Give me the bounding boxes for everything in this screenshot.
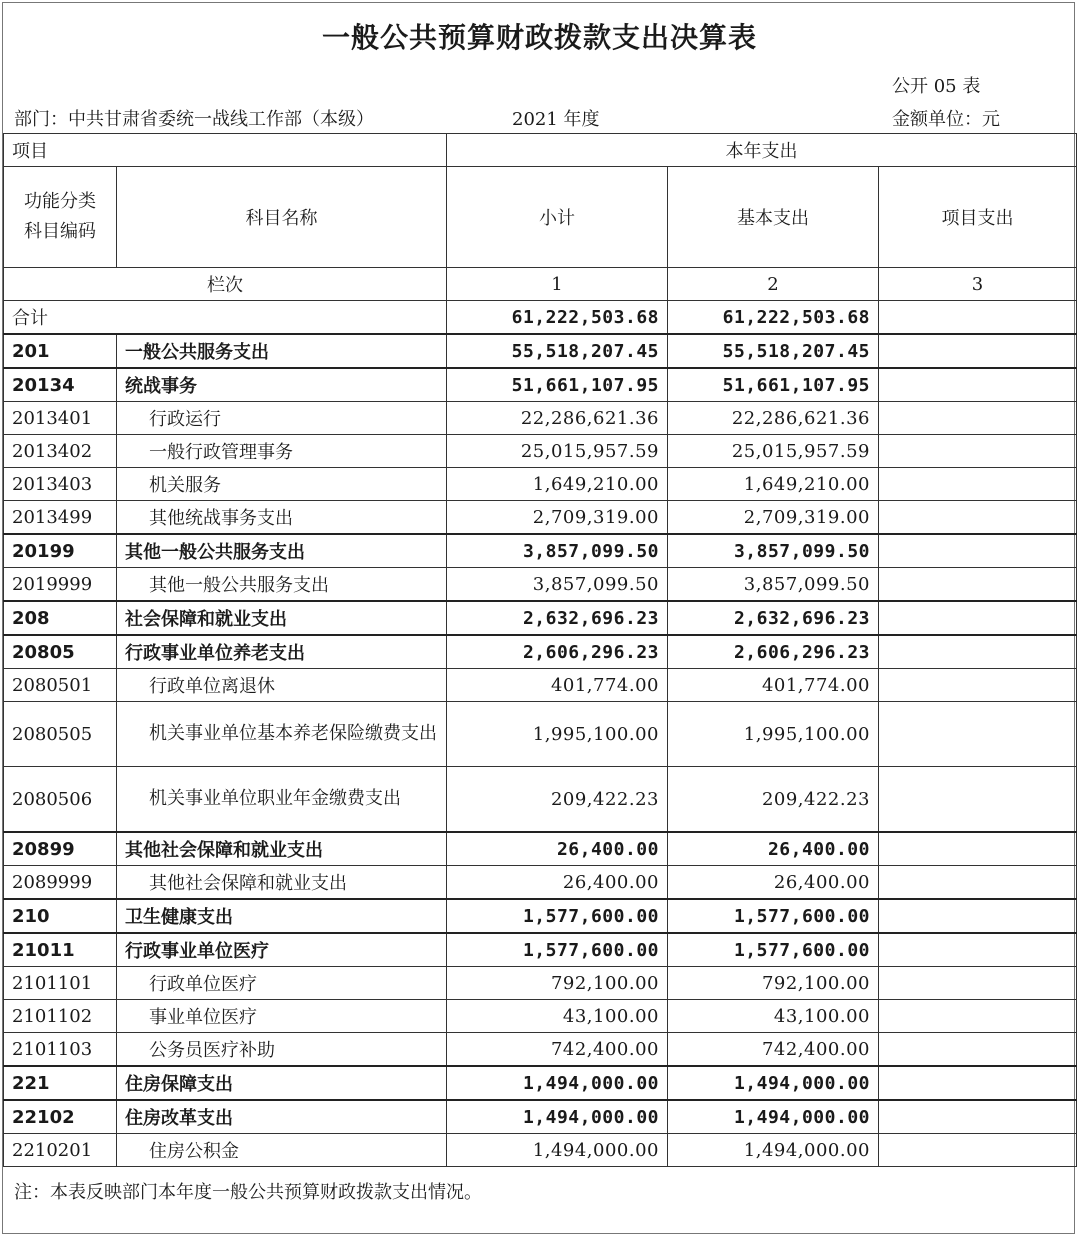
table-row [4,669,1077,702]
row-basic: 3,857,099.50 [668,534,879,568]
row-subtotal: 22,286,621.36 [447,402,668,435]
row-project [879,933,1077,967]
row-basic: 1,494,000.00 [668,1066,879,1100]
table-row [4,1000,1077,1033]
row-basic: 742,400.00 [668,1033,879,1067]
header-row-main [4,167,1077,268]
row-project [879,1134,1077,1167]
row-project [879,468,1077,501]
row-code: 2013403 [4,468,117,501]
total-label: 合计 [4,301,447,335]
row-code: 210 [4,899,117,933]
row-name: 事业单位医疗 [117,1000,447,1033]
row-name: 机关事业单位基本养老保险缴费支出 [117,702,447,767]
row-subtotal: 43,100.00 [447,1000,668,1033]
row-code: 2089999 [4,866,117,900]
table-row [4,601,1077,635]
row-project [879,899,1077,933]
row-subtotal: 26,400.00 [447,832,668,866]
row-name: 统战事务 [117,368,447,402]
table-row [4,866,1077,900]
row-code: 2101102 [4,1000,117,1033]
table-row [4,832,1077,866]
column-index-2: 2 [668,268,879,301]
row-code: 2080505 [4,702,117,767]
table-row [4,435,1077,468]
report-title: 一般公共预算财政拨款支出决算表 [321,21,757,54]
table-row [4,468,1077,501]
total-row [4,301,1077,335]
table-row [4,402,1077,435]
row-subtotal: 2,632,696.23 [447,601,668,635]
row-name: 住房保障支出 [117,1066,447,1100]
table-row [4,368,1077,402]
row-code: 2013401 [4,402,117,435]
header-this-year: 本年支出 [447,134,1077,167]
row-code: 20199 [4,534,117,568]
row-project [879,967,1077,1000]
table-row [4,334,1077,368]
row-project [879,368,1077,402]
row-name: 行政事业单位医疗 [117,933,447,967]
row-project [879,501,1077,535]
row-basic: 22,286,621.36 [668,402,879,435]
row-project [879,1000,1077,1033]
row-project [879,1066,1077,1100]
row-code: 2080501 [4,669,117,702]
row-subtotal: 3,857,099.50 [447,534,668,568]
row-subtotal: 401,774.00 [447,669,668,702]
row-code: 22102 [4,1100,117,1134]
row-subtotal: 51,661,107.95 [447,368,668,402]
total-project [879,301,1077,335]
row-subtotal: 1,494,000.00 [447,1134,668,1167]
row-code: 208 [4,601,117,635]
row-code: 2101101 [4,967,117,1000]
table-row [4,568,1077,602]
row-project [879,534,1077,568]
row-project [879,669,1077,702]
row-subtotal: 209,422.23 [447,767,668,833]
row-basic: 792,100.00 [668,967,879,1000]
row-basic: 1,494,000.00 [668,1134,879,1167]
row-subtotal: 1,649,210.00 [447,468,668,501]
table-row [4,1100,1077,1134]
row-subtotal: 1,995,100.00 [447,702,668,767]
column-index-3: 3 [879,268,1077,301]
row-subtotal: 2,709,319.00 [447,501,668,535]
row-subtotal: 792,100.00 [447,967,668,1000]
row-name: 其他一般公共服务支出 [117,568,447,602]
row-code: 21011 [4,933,117,967]
row-code: 2101103 [4,1033,117,1067]
row-basic: 26,400.00 [668,866,879,900]
row-name: 机关事业单位职业年金缴费支出 [117,767,447,833]
row-project [879,1100,1077,1134]
row-basic: 26,400.00 [668,832,879,866]
total-basic: 61,222,503.68 [668,301,879,335]
row-code: 2013499 [4,501,117,535]
row-basic: 1,494,000.00 [668,1100,879,1134]
row-name: 其他一般公共服务支出 [117,534,447,568]
row-name: 机关服务 [117,468,447,501]
row-project [879,568,1077,602]
row-subtotal: 742,400.00 [447,1033,668,1067]
row-code: 2210201 [4,1134,117,1167]
table-row [4,1134,1077,1167]
row-basic: 2,606,296.23 [668,635,879,669]
row-code: 20805 [4,635,117,669]
row-name: 行政单位医疗 [117,967,447,1000]
row-code: 2013402 [4,435,117,468]
row-basic: 2,632,696.23 [668,601,879,635]
row-basic: 209,422.23 [668,767,879,833]
table-row [4,702,1077,767]
row-project [879,334,1077,368]
table-row [4,767,1077,833]
row-code: 20134 [4,368,117,402]
table-row [4,899,1077,933]
table-row [4,635,1077,669]
row-name: 公务员医疗补助 [117,1033,447,1067]
row-basic: 1,577,600.00 [668,933,879,967]
row-project [879,866,1077,900]
row-subtotal: 1,577,600.00 [447,933,668,967]
row-basic: 51,661,107.95 [668,368,879,402]
row-name: 行政单位离退休 [117,669,447,702]
row-name: 卫生健康支出 [117,899,447,933]
row-project [879,402,1077,435]
row-project [879,1033,1077,1067]
row-name: 其他社会保障和就业支出 [117,832,447,866]
row-name: 行政事业单位养老支出 [117,635,447,669]
table-row [4,967,1077,1000]
row-subtotal: 1,577,600.00 [447,899,668,933]
header-row-top [4,134,1077,167]
row-basic: 1,649,210.00 [668,468,879,501]
table-row [4,933,1077,967]
column-index-row [4,268,1077,301]
row-basic: 3,857,099.50 [668,568,879,602]
row-name: 其他社会保障和就业支出 [117,866,447,900]
header-subject-name: 科目名称 [117,167,447,268]
header-func-code: 功能分类 科目编码 [4,167,117,268]
table-row [4,1066,1077,1100]
header-basic: 基本支出 [668,167,879,268]
row-subtotal: 2,606,296.23 [447,635,668,669]
row-project [879,635,1077,669]
row-name: 住房公积金 [117,1134,447,1167]
row-project [879,767,1077,833]
row-basic: 1,577,600.00 [668,899,879,933]
column-index-1: 1 [447,268,668,301]
total-subtotal: 61,222,503.68 [447,301,668,335]
column-index-label: 栏次 [4,268,447,301]
row-name: 一般公共服务支出 [117,334,447,368]
row-project [879,702,1077,767]
row-code: 2080506 [4,767,117,833]
row-code: 2019999 [4,568,117,602]
row-name: 一般行政管理事务 [117,435,447,468]
row-name: 社会保障和就业支出 [117,601,447,635]
row-project [879,601,1077,635]
row-basic: 25,015,957.59 [668,435,879,468]
table-row [4,501,1077,535]
row-code: 221 [4,1066,117,1100]
fiscal-year: 2021 年度 [512,109,600,130]
table-row [4,534,1077,568]
department-label: 部门：中共甘肃省委统一战线工作部（本级） [14,109,374,130]
row-subtotal: 3,857,099.50 [447,568,668,602]
table-row [4,1033,1077,1067]
row-name: 住房改革支出 [117,1100,447,1134]
row-name: 行政运行 [117,402,447,435]
row-name: 其他统战事务支出 [117,501,447,535]
row-subtotal: 25,015,957.59 [447,435,668,468]
header-project-exp: 项目支出 [879,167,1077,268]
row-subtotal: 26,400.00 [447,866,668,900]
row-basic: 2,709,319.00 [668,501,879,535]
header-subtotal: 小计 [447,167,668,268]
row-basic: 1,995,100.00 [668,702,879,767]
row-code: 20899 [4,832,117,866]
row-subtotal: 1,494,000.00 [447,1100,668,1134]
row-basic: 55,518,207.45 [668,334,879,368]
form-code: 公开 05 表 [892,76,981,97]
row-basic: 401,774.00 [668,669,879,702]
row-basic: 43,100.00 [668,1000,879,1033]
row-project [879,832,1077,866]
header-project: 项目 [4,134,447,167]
amount-unit: 金额单位：元 [892,109,1000,130]
row-subtotal: 1,494,000.00 [447,1066,668,1100]
footnote: 注：本表反映部门本年度一般公共预算财政拨款支出情况。 [14,1182,482,1203]
row-subtotal: 55,518,207.45 [447,334,668,368]
row-code: 201 [4,334,117,368]
expenditure-table [3,133,1077,1167]
row-project [879,435,1077,468]
